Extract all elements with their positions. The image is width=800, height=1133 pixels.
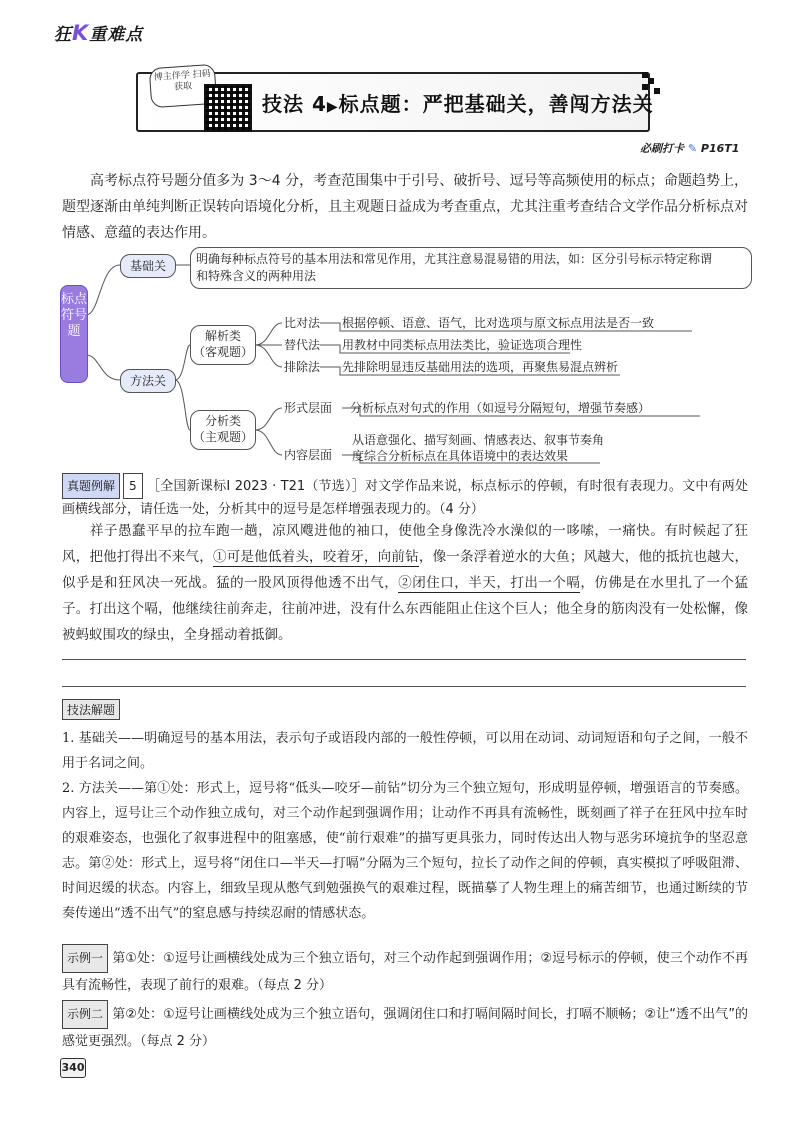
example-question: [62, 473, 748, 521]
brand-logo: [54, 20, 143, 45]
xingshi-desc: 分析标点对句式的作用（如逗号分隔短句，增强节奏感）: [350, 401, 651, 415]
solution-tag: 技法解题: [62, 699, 120, 720]
node-fenxi: [190, 410, 256, 450]
pen-icon: ✎: [687, 142, 698, 155]
title-label: 技法 4: [262, 92, 327, 116]
example-passage: [62, 518, 748, 648]
example-two-text: 第②处：①逗号让画横线处成为三个独立语句，强调闭住口和打嗝间隔时间长，打嗝不顺畅；②让“透不出气”的感觉更强烈。（每点 2 分）: [62, 1007, 748, 1049]
neirong-desc-1: 从语意强化、描写刻画、情感表达、叙事节奏角: [352, 433, 605, 447]
neirong-level: 内容层面: [284, 448, 333, 462]
node-fangfa: 方法关: [120, 369, 176, 393]
passage-part-b: ，像一条浮着逆水的大鱼；风越大，他的抵抗也越大，似乎是和狂风决一死战。猛的一股风顶得他透不出气，: [62, 549, 749, 591]
example-one: [62, 944, 748, 998]
method-1: 比对法: [284, 316, 321, 330]
qr-note: 博主伴学 扫码获取: [149, 64, 218, 109]
jiexi-label: 解析类: [204, 329, 241, 343]
xingshi-level: 形式层面: [284, 401, 333, 415]
example-two-tag: 示例二: [62, 1000, 108, 1029]
example-two: [62, 1000, 748, 1054]
arrow-icon: ▶: [326, 99, 339, 115]
brand-k: K: [72, 21, 90, 45]
method-3: 排除法: [284, 360, 321, 374]
method-3-desc: 先排除明显违反基础用法的选项，再聚焦易混点辨析: [342, 360, 619, 374]
fenxi-label: 分析类: [204, 414, 241, 428]
neirong-desc-2: 度综合分析标点在具体语境中的表达效果: [352, 449, 569, 463]
answer-line-1[interactable]: [62, 659, 746, 660]
mindmap-root: 标点符号题: [60, 285, 88, 383]
qr-block[interactable]: [150, 66, 260, 136]
passage-part-a: 祥子愚蠢平早的拉车跑一趟，凉风飕进他的袖口，使他全身像洗冷水澡似的一哆嗦，一痛快。有时候起了狂风，把他打得出不来气，: [62, 523, 748, 565]
jichu-text-1: 明确每种标点符号的基本用法和常见作用，尤其注意易混易错的用法，如：区分引号标示特定称谓: [196, 252, 713, 266]
intro-paragraph: 高考标点符号题分值多为 3～4 分，考查范围集中于引号、破折号、逗号等高频使用的标点；命题趋势上，题型逐渐由单纯判断正误转向语境化分析，且主观题日益成为考查重点，尤其注重考查结合文学作品分析标点对情感、意蕴的表达作用。: [62, 173, 748, 241]
method-2-desc: 用教材中同类标点用法类比，验证选项合理性: [342, 338, 583, 352]
method-1-desc: 根据停顿、语意、语气，比对选项与原文标点用法是否一致: [342, 316, 655, 330]
example-number: 5: [123, 473, 143, 499]
underline-1: ①可是他低着头，咬着牙，向前钻: [212, 549, 419, 565]
checkin-text: 必刷打卡: [640, 142, 684, 155]
qr-code-icon[interactable]: [204, 84, 252, 132]
method-2: 替代法: [284, 338, 321, 352]
answer-line-2[interactable]: [62, 686, 746, 687]
jiexi-sublabel: （客观题）: [192, 345, 253, 359]
pixel-decoration-icon: [640, 72, 664, 102]
checkin-label: [640, 140, 739, 156]
jichu-text-2: 和特殊含义的两种用法: [196, 269, 317, 283]
solution-p2: 2. 方法关——第①处：形式上，逗号将“低头—咬牙—前钻”切分为三个独立短句，形成明显停顿，增强语言的节奏感。内容上，逗号让三个动作独立成句，对三个动作起到强调作用；让动作不再具有流畅性，既刻画了祥子在狂风中拉车时的艰难姿态，也强化了叙事进程中的阻塞感，使“前行艰难”的描写更具张力，同时传达出人物与恶劣环境抗争的坚忍意志。第②处：形式上，逗号将“闭住口—半天—打嗝”分隔为三个短句，拉长了动作之间的停顿，真实模拟了呼吸阻滞、时间迟缓的状态。内容上，细致呈现从憋气到勉强换气的艰难过程，既描摹了人物生理上的痛苦细节，也通过断续的节奏传递出“透不出气”的窒息感与持续忍耐的情感状态。: [62, 781, 748, 921]
brand-prefix: 狂: [54, 25, 72, 45]
brand-suffix: 重难点: [89, 25, 144, 45]
example-tag: 真题例解: [62, 473, 120, 499]
example-one-tag: 示例一: [62, 944, 108, 973]
fenxi-sublabel: （主观题）: [192, 430, 253, 444]
example-question-text: ［全国新课标Ⅰ 2023 · T21（节选）］对文学作品来说，标点标示的停顿，有时很有表现力。文中有两处画横线部分，请任选一处，分析其中的逗号是怎样增强表现力的。（4 分）: [62, 479, 748, 517]
page-title: [262, 88, 654, 117]
solution-p1: 1. 基础关——明确逗号的基本用法，表示句子或语段内部的一般性停顿，可以用在动词、动词短语和句子之间，一般不用于名词之间。: [62, 731, 748, 771]
passage-part-c: ，仿佛是在水里扎了一个猛子。打出这个嗝，他继续往前奔走，往前冲进，没有什么东西能阻止住这个巨人；他全身的筋肉没有一处松懈，像被蚂蚁围攻的绿虫，全身摇动着抵御。: [62, 575, 749, 643]
node-jichu: 基础关: [120, 254, 176, 278]
checkin-code: P16T1: [700, 142, 740, 155]
solution-tag-wrap: [62, 699, 120, 720]
node-jiexi: [190, 325, 256, 365]
example-one-text: 第①处：①逗号让画横线处成为三个独立语句，对三个动作起到强调作用；②逗号标示的停顿，使三个动作不再具有流畅性，表现了前行的艰难。（每点 2 分）: [62, 951, 748, 993]
underline-2: ②闭住口，半天，打出一个嗝: [398, 575, 581, 591]
page-number: 340: [60, 1058, 86, 1078]
title-subtitle: 标点题：严把基础关，善闯方法关: [338, 92, 654, 116]
